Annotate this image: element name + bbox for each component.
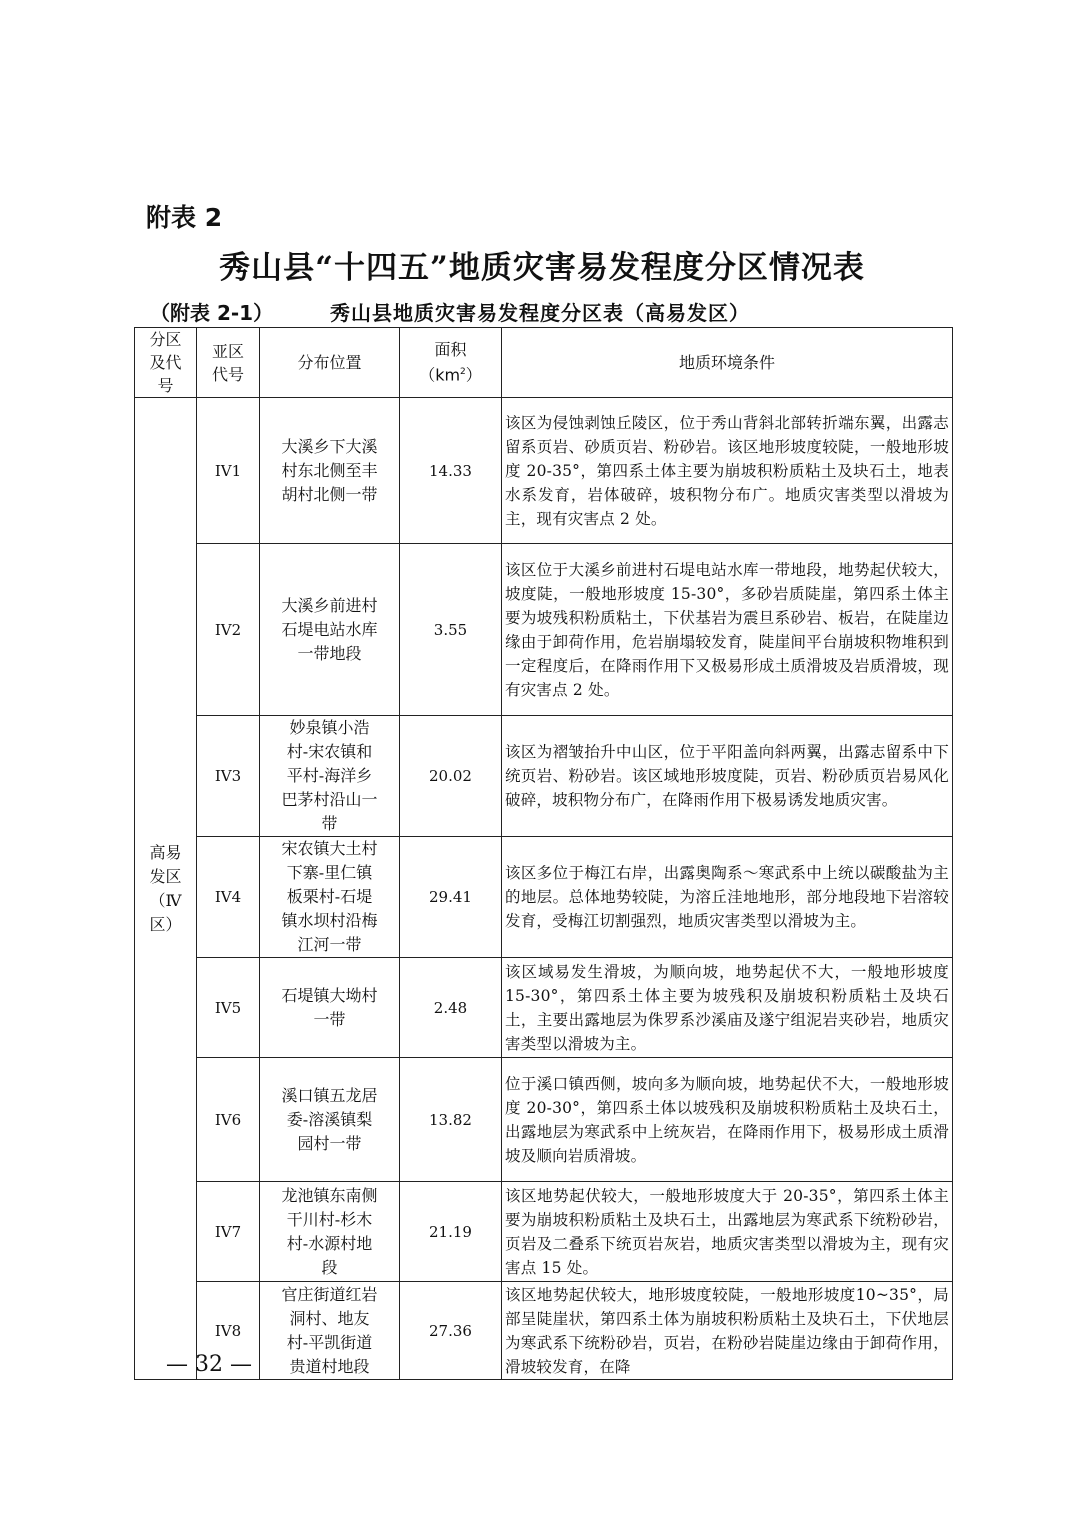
page-number: — 32 — [166, 1352, 252, 1377]
subzone-code: IV7 [197, 1182, 260, 1282]
condition-cell: 该区位于大溪乡前进村石堤电站水库一带地段，地势起伏较大，坡度陡，一般地形坡度 15-30°，多砂岩质陡崖，第四系土体主要为坡残积粉质粘土，下伏基岩为震旦系砂岩、板岩，在陡崖边缘由于卸荷作用，危岩崩塌较发育，陡崖间平台崩坡积物堆积到一定程度后，在降雨作用下又极易形成土质滑坡及岩质滑坡，现有灾害点 2 处。 [502, 544, 953, 716]
table-row [135, 1282, 953, 1380]
location-cell: 官庄街道红岩洞村、地友村-平凯街道贵道村地段 [260, 1282, 400, 1380]
sub-table-number: （附表 2-1） [150, 301, 274, 325]
area-cell: 3.55 [400, 544, 502, 716]
condition-cell: 该区为侵蚀剥蚀丘陵区，位于秀山背斜北部转折端东翼，出露志留系页岩、砂质页岩、粉砂岩。该区地形坡度较陡，一般地形坡度 20-35°，第四系土体主要为崩坡积粉质粘土及块石土，地表水系发育，岩体破碎，坡积物分布广。地质灾害类型以滑坡为主，现有灾害点 2 处。 [502, 398, 953, 544]
subzone-code: IV8 [197, 1282, 260, 1380]
area-cell: 2.48 [400, 958, 502, 1058]
condition-cell: 该区域易发生滑坡，为顺向坡，地势起伏不大，一般地形坡度 15-30°，第四系土体主要为坡残积及崩坡积粉质粘土及块石土，主要出露地层为侏罗系沙溪庙及遂宁组泥岩夹砂岩，地质灾害类型以滑坡为主。 [502, 958, 953, 1058]
table-row [135, 1058, 953, 1182]
table-header-row [135, 328, 953, 398]
area-cell: 27.36 [400, 1282, 502, 1380]
table-row [135, 544, 953, 716]
subzone-code: IV2 [197, 544, 260, 716]
appendix-label: 附表 2 [146, 203, 223, 232]
table-row [135, 398, 953, 544]
location-cell: 大溪乡下大溪村东北侧至丰胡村北侧一带 [260, 398, 400, 544]
condition-cell: 该区地势起伏较大，地形坡度较陡，一般地形坡度10~35°，局部呈陡崖状，第四系土体为崩坡积粉质粘土及块石土，下伏地层为寒武系下统粉砂岩，页岩，在粉砂岩陡崖边缘由于卸荷作用，滑坡较发育，在降 [502, 1282, 953, 1380]
location-cell: 宋农镇大土村下寨-里仁镇板栗村-石堤镇水坝村沿梅江河一带 [260, 837, 400, 958]
area-cell: 21.19 [400, 1182, 502, 1282]
area-cell: 14.33 [400, 398, 502, 544]
condition-cell: 该区多位于梅江右岸，出露奥陶系～寒武系中上统以碳酸盐为主的地层。总体地势较陡，为溶丘洼地地形，部分地段地下岩溶较发育，受梅江切割强烈，地质灾害类型以滑坡为主。 [502, 837, 953, 958]
location-cell: 大溪乡前进村石堤电站水库一带地段 [260, 544, 400, 716]
header-zone: 分区及代号 [135, 328, 197, 398]
subzone-code: IV4 [197, 837, 260, 958]
location-cell: 龙池镇东南侧干川村-杉木村-水源村地段 [260, 1182, 400, 1282]
location-cell: 石堤镇大坳村一带 [260, 958, 400, 1058]
header-area: 面积 $(km^2)$ [400, 328, 502, 398]
header-subzone: 亚区代号 [197, 328, 260, 398]
area-cell: 13.82 [400, 1058, 502, 1182]
condition-cell: 该区为褶皱抬升中山区，位于平阳盖向斜两翼，出露志留系中下统页岩、粉砂岩。该区域地形坡度陡，页岩、粉砂质页岩易风化破碎，坡积物分布广，在降雨作用下极易诱发地质灾害。 [502, 716, 953, 837]
table-row [135, 1182, 953, 1282]
header-condition: 地质环境条件 [502, 328, 953, 398]
area-cell: 29.41 [400, 837, 502, 958]
header-location: 分布位置 [260, 328, 400, 398]
sub-table-title: 秀山县地质灾害易发程度分区表（高易发区） [330, 301, 750, 325]
subzone-code: IV5 [197, 958, 260, 1058]
page-title: 秀山县“十四五”地质灾害易发程度分区情况表 [219, 250, 865, 286]
table-row [135, 958, 953, 1058]
area-cell: 20.02 [400, 716, 502, 837]
table-row [135, 716, 953, 837]
location-cell: 妙泉镇小浩村-宋农镇和平村-海洋乡巴茅村沿山一带 [260, 716, 400, 837]
subzone-code: IV6 [197, 1058, 260, 1182]
condition-cell: 该区地势起伏较大，一般地形坡度大于 20-35°，第四系土体主要为崩坡积粉质粘土及块石土，出露地层为寒武系下统粉砂岩，页岩及二叠系下统页岩灰岩，地质灾害类型以滑坡为主，现有灾害点 15 处。 [502, 1182, 953, 1282]
zoning-table [134, 327, 953, 1380]
location-cell: 溪口镇五龙居委-溶溪镇梨园村一带 [260, 1058, 400, 1182]
condition-cell: 位于溪口镇西侧，坡向多为顺向坡，地势起伏不大，一般地形坡度 20-30°，第四系土体以坡残积及崩坡积粉质粘土及块石土，出露地层为寒武系中上统灰岩，在降雨作用下，极易形成土质滑坡及顺向岩质滑坡。 [502, 1058, 953, 1182]
subzone-code: IV1 [197, 398, 260, 544]
zone-cell: 高易发区（Ⅳ区） [135, 398, 197, 1380]
table-row [135, 837, 953, 958]
subzone-code: IV3 [197, 716, 260, 837]
